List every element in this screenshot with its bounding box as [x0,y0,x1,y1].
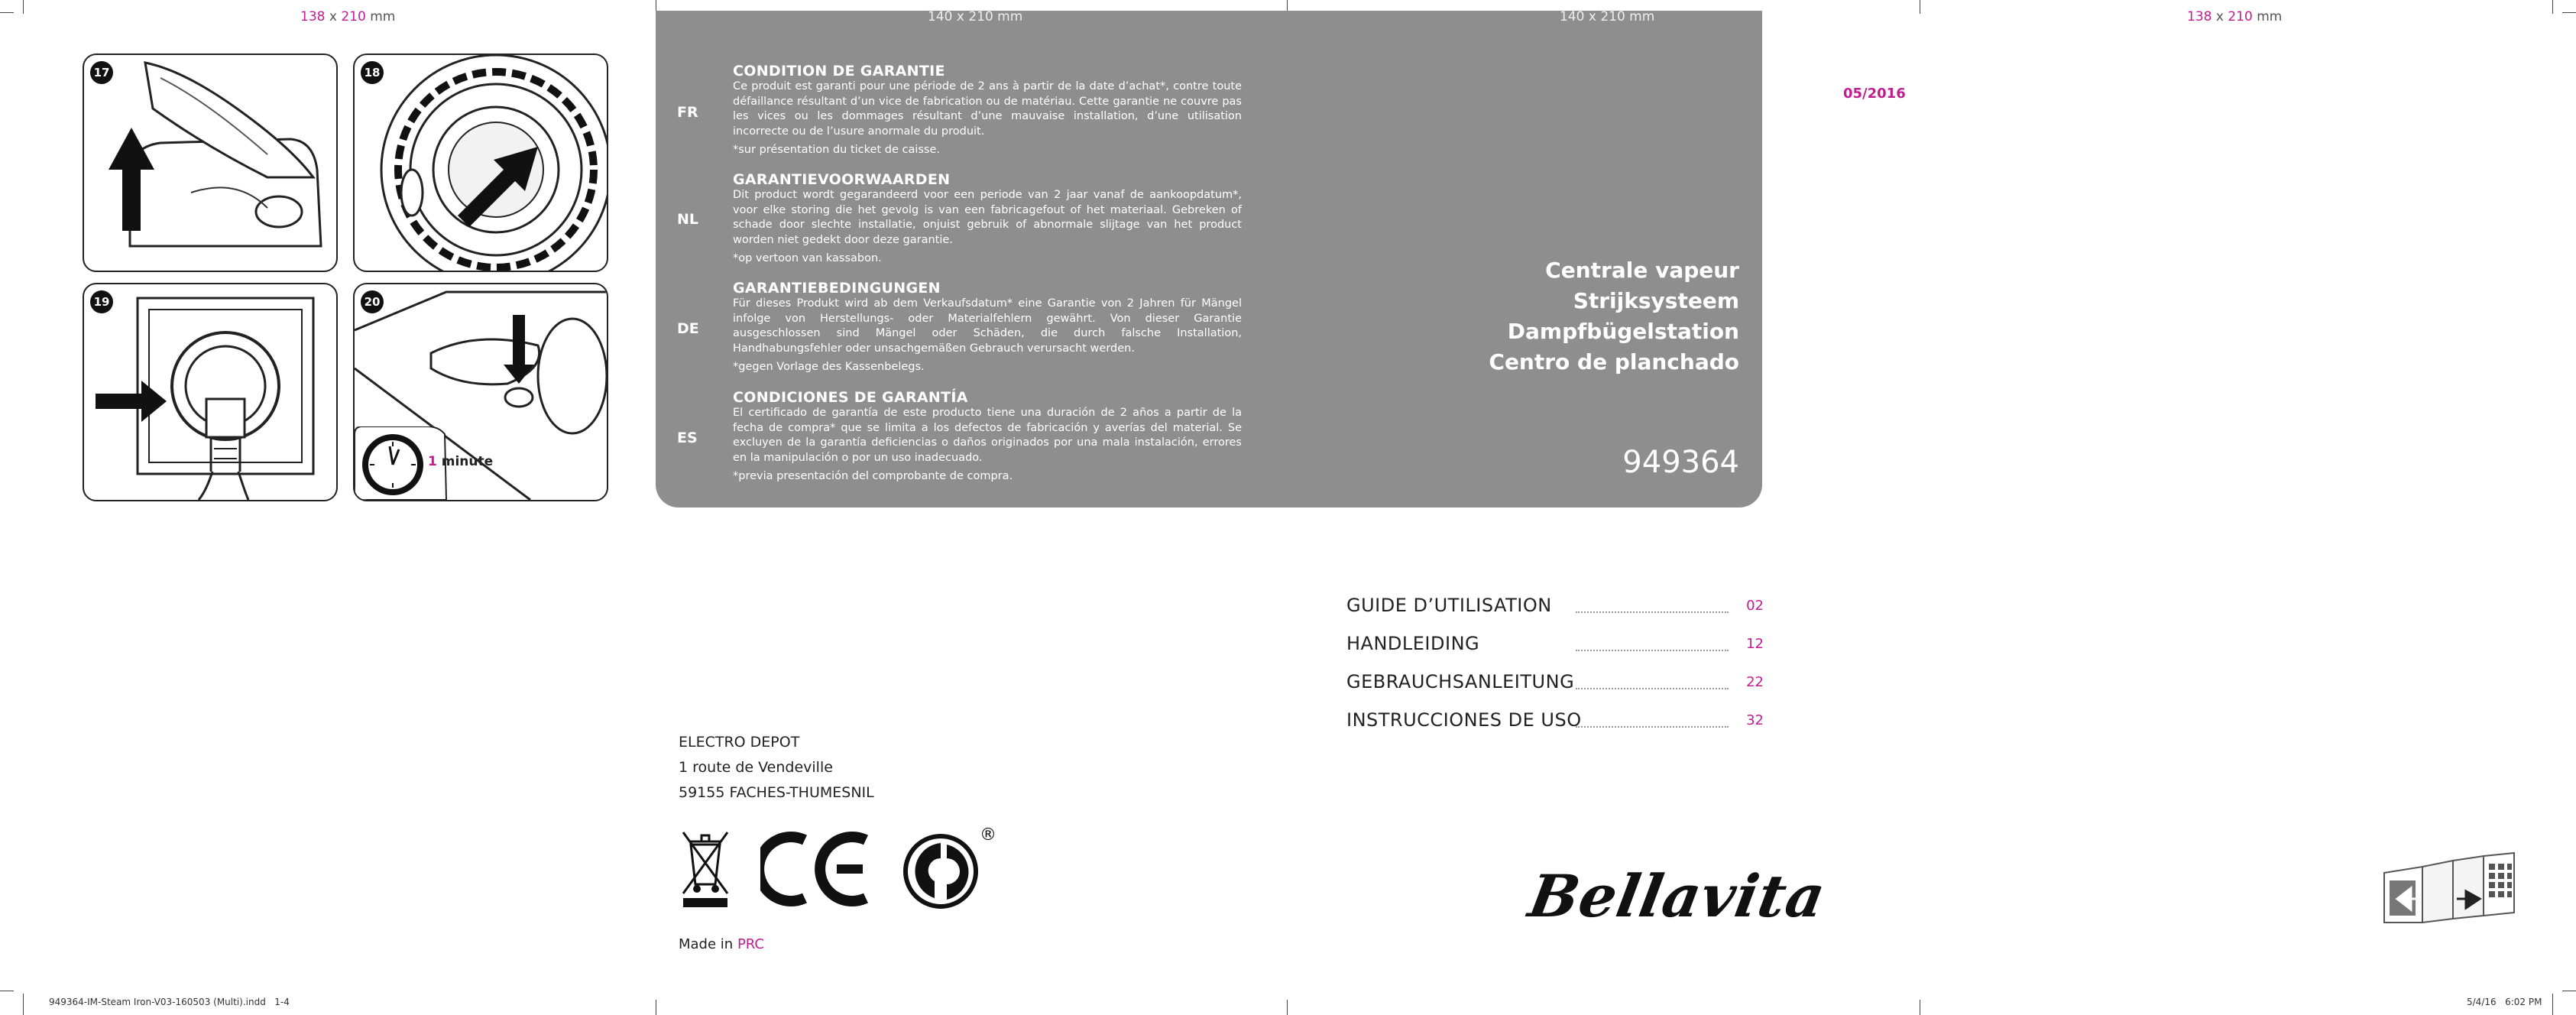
figure-number: 20 [361,290,384,313]
toc-label: GUIDE D’UTILISATION [1346,595,1552,616]
toc-page: 32 [1746,712,1764,728]
timer-badge [355,426,507,500]
lang-code: NL [677,211,699,228]
crop-mark [1287,1000,1288,1015]
product-names [1489,255,1739,378]
lang-code: FR [677,104,698,121]
iron-lift-icon [84,55,336,271]
figure-19 [83,283,338,501]
crop-mark [0,12,14,13]
figure-number: 17 [90,61,113,84]
toc-page: 02 [1746,598,1764,614]
warranty-text: Ce produit est garanti pour une période de 2 ans à partir de la date d’achat*, contre toute défaillance résultant d’un vice de fabrication ou de matériau. Cette garantie ne couvre pas les vices ou les dommages résultant d’une mauvaise installation, d’une utilisation incorrecte ou de l’usure anormale du produit. [733,80,1242,138]
plug-socket-icon [84,284,336,500]
registered-mark: ® [980,825,996,845]
lang-code: ES [677,430,698,446]
product-code: 949364 [1622,445,1739,480]
toc-page: 22 [1746,674,1764,690]
toc-label: HANDLEIDING [1346,633,1480,654]
toc-dots [1576,688,1729,689]
dimension-label-left: 138 x 210 mm [300,9,396,24]
address-line: ELECTRO DEPOT [679,734,800,751]
made-in-label: Made in PRC [679,936,764,952]
dimension-label-right: 138 x 210 mm [2187,9,2283,24]
ce-mark [760,831,875,907]
toc-page: 12 [1746,636,1764,652]
toc-item[interactable] [1346,595,1764,625]
warranty-text: El certificado de garantía de este producto tiene una duración de 2 años a partir de la fecha de compra* que se limita a los defectos de fabricación y averías del material. Se excluyen de la garantía deficiencias o daños originados por una mala instalación, errores en la manipulación o por un uso inadecuado. [733,407,1242,464]
product-name: Centrale vapeur [1545,258,1739,283]
warranty-note: *gegen Vorlage des Kassenbelegs. [733,361,925,373]
lang-code: DE [677,320,699,337]
booklet-fold-icon [2380,850,2518,926]
figure-20 [353,283,608,501]
warranty-panel [656,11,1762,507]
warranty-text: Dit product wordt gegarandeerd voor een periode van 2 jaar vanaf de aankoopdatum*, voor elke storing die het gevolg is van een fabricagefout of het materiaal. Gebreken of schade door slechte installatie, onjuist gebruik of abnormale slijtage van het product worden niet gedekt door deze garantie. [733,189,1242,246]
dial-arrow-icon [355,55,607,271]
toc-label: GEBRAUCHSANLEITUNG [1346,671,1575,692]
crop-mark [2552,0,2553,14]
warranty-note: *previa presentación del comprobante de compra. [733,470,1013,482]
figure-17 [83,54,338,272]
weee-bin-icon [679,828,732,908]
warranty-title: GARANTIEBEDINGUNGEN [733,280,941,297]
product-name: Centro de planchado [1489,349,1739,375]
figure-number: 19 [90,290,113,313]
crop-mark [23,994,24,1015]
warranty-title: GARANTIEVOORWAARDEN [733,171,951,188]
figure-18 [353,54,608,272]
toc-dots [1576,611,1729,613]
timer-label: 1 minute [428,454,494,469]
dimension-label-center-left: 140 x 210 mm [928,9,1023,24]
toc-item[interactable] [1346,671,1764,702]
warranty-title: CONDICIONES DE GARANTÍA [733,389,968,406]
warranty-section-de [733,280,1242,375]
address-line: 59155 FACHES-THUMESNIL [679,784,874,801]
toc-dots [1576,650,1729,651]
brand-logo: Bellavita [1524,862,1831,930]
dimension-label-center-right: 140 x 210 mm [1560,9,1655,24]
toc-label: INSTRUCCIONES DE USO [1346,709,1582,731]
crop-mark [1287,0,1288,11]
crop-mark [2562,12,2576,13]
footer-file: 949364-IM-Steam Iron-V03-160503 (Multi).indd 1-4 [49,997,290,1007]
warranty-section-es [733,389,1242,484]
footer-timestamp: 5/4/16 6:02 PM [2467,997,2542,1007]
product-name: Dampfbügelstation [1507,319,1739,344]
toc-item[interactable] [1346,633,1764,663]
warranty-section-fr [733,63,1242,157]
warranty-title: CONDITION DE GARANTIE [733,63,945,79]
toc-dots [1576,726,1729,728]
crop-mark [23,0,24,14]
warranty-section-nl [733,171,1242,266]
toc-item[interactable] [1346,709,1764,740]
crop-mark [2552,994,2553,1015]
figure-number: 18 [361,61,384,84]
warranty-text: Für dieses Produkt wird ab dem Verkaufsdatum* eine Garantie von 2 Jahren für Mängel infolge von Herstellungs- oder Materialfehlern gewährt. Von dieser Garantie ausgeschlossen sind Mängel oder Schäden, die durch falsche Installation, Handhabungsfehler oder unsachgemäßen Gebrauch verursacht werden. [733,297,1242,355]
product-name: Strijksysteem [1573,288,1739,313]
address-line: 1 route de Vendeville [679,759,833,776]
warranty-note: *sur présentation du ticket de caisse. [733,144,940,156]
edition-date: 05/2016 [1843,86,1906,102]
warranty-note: *op vertoon van kassabon. [733,252,882,264]
